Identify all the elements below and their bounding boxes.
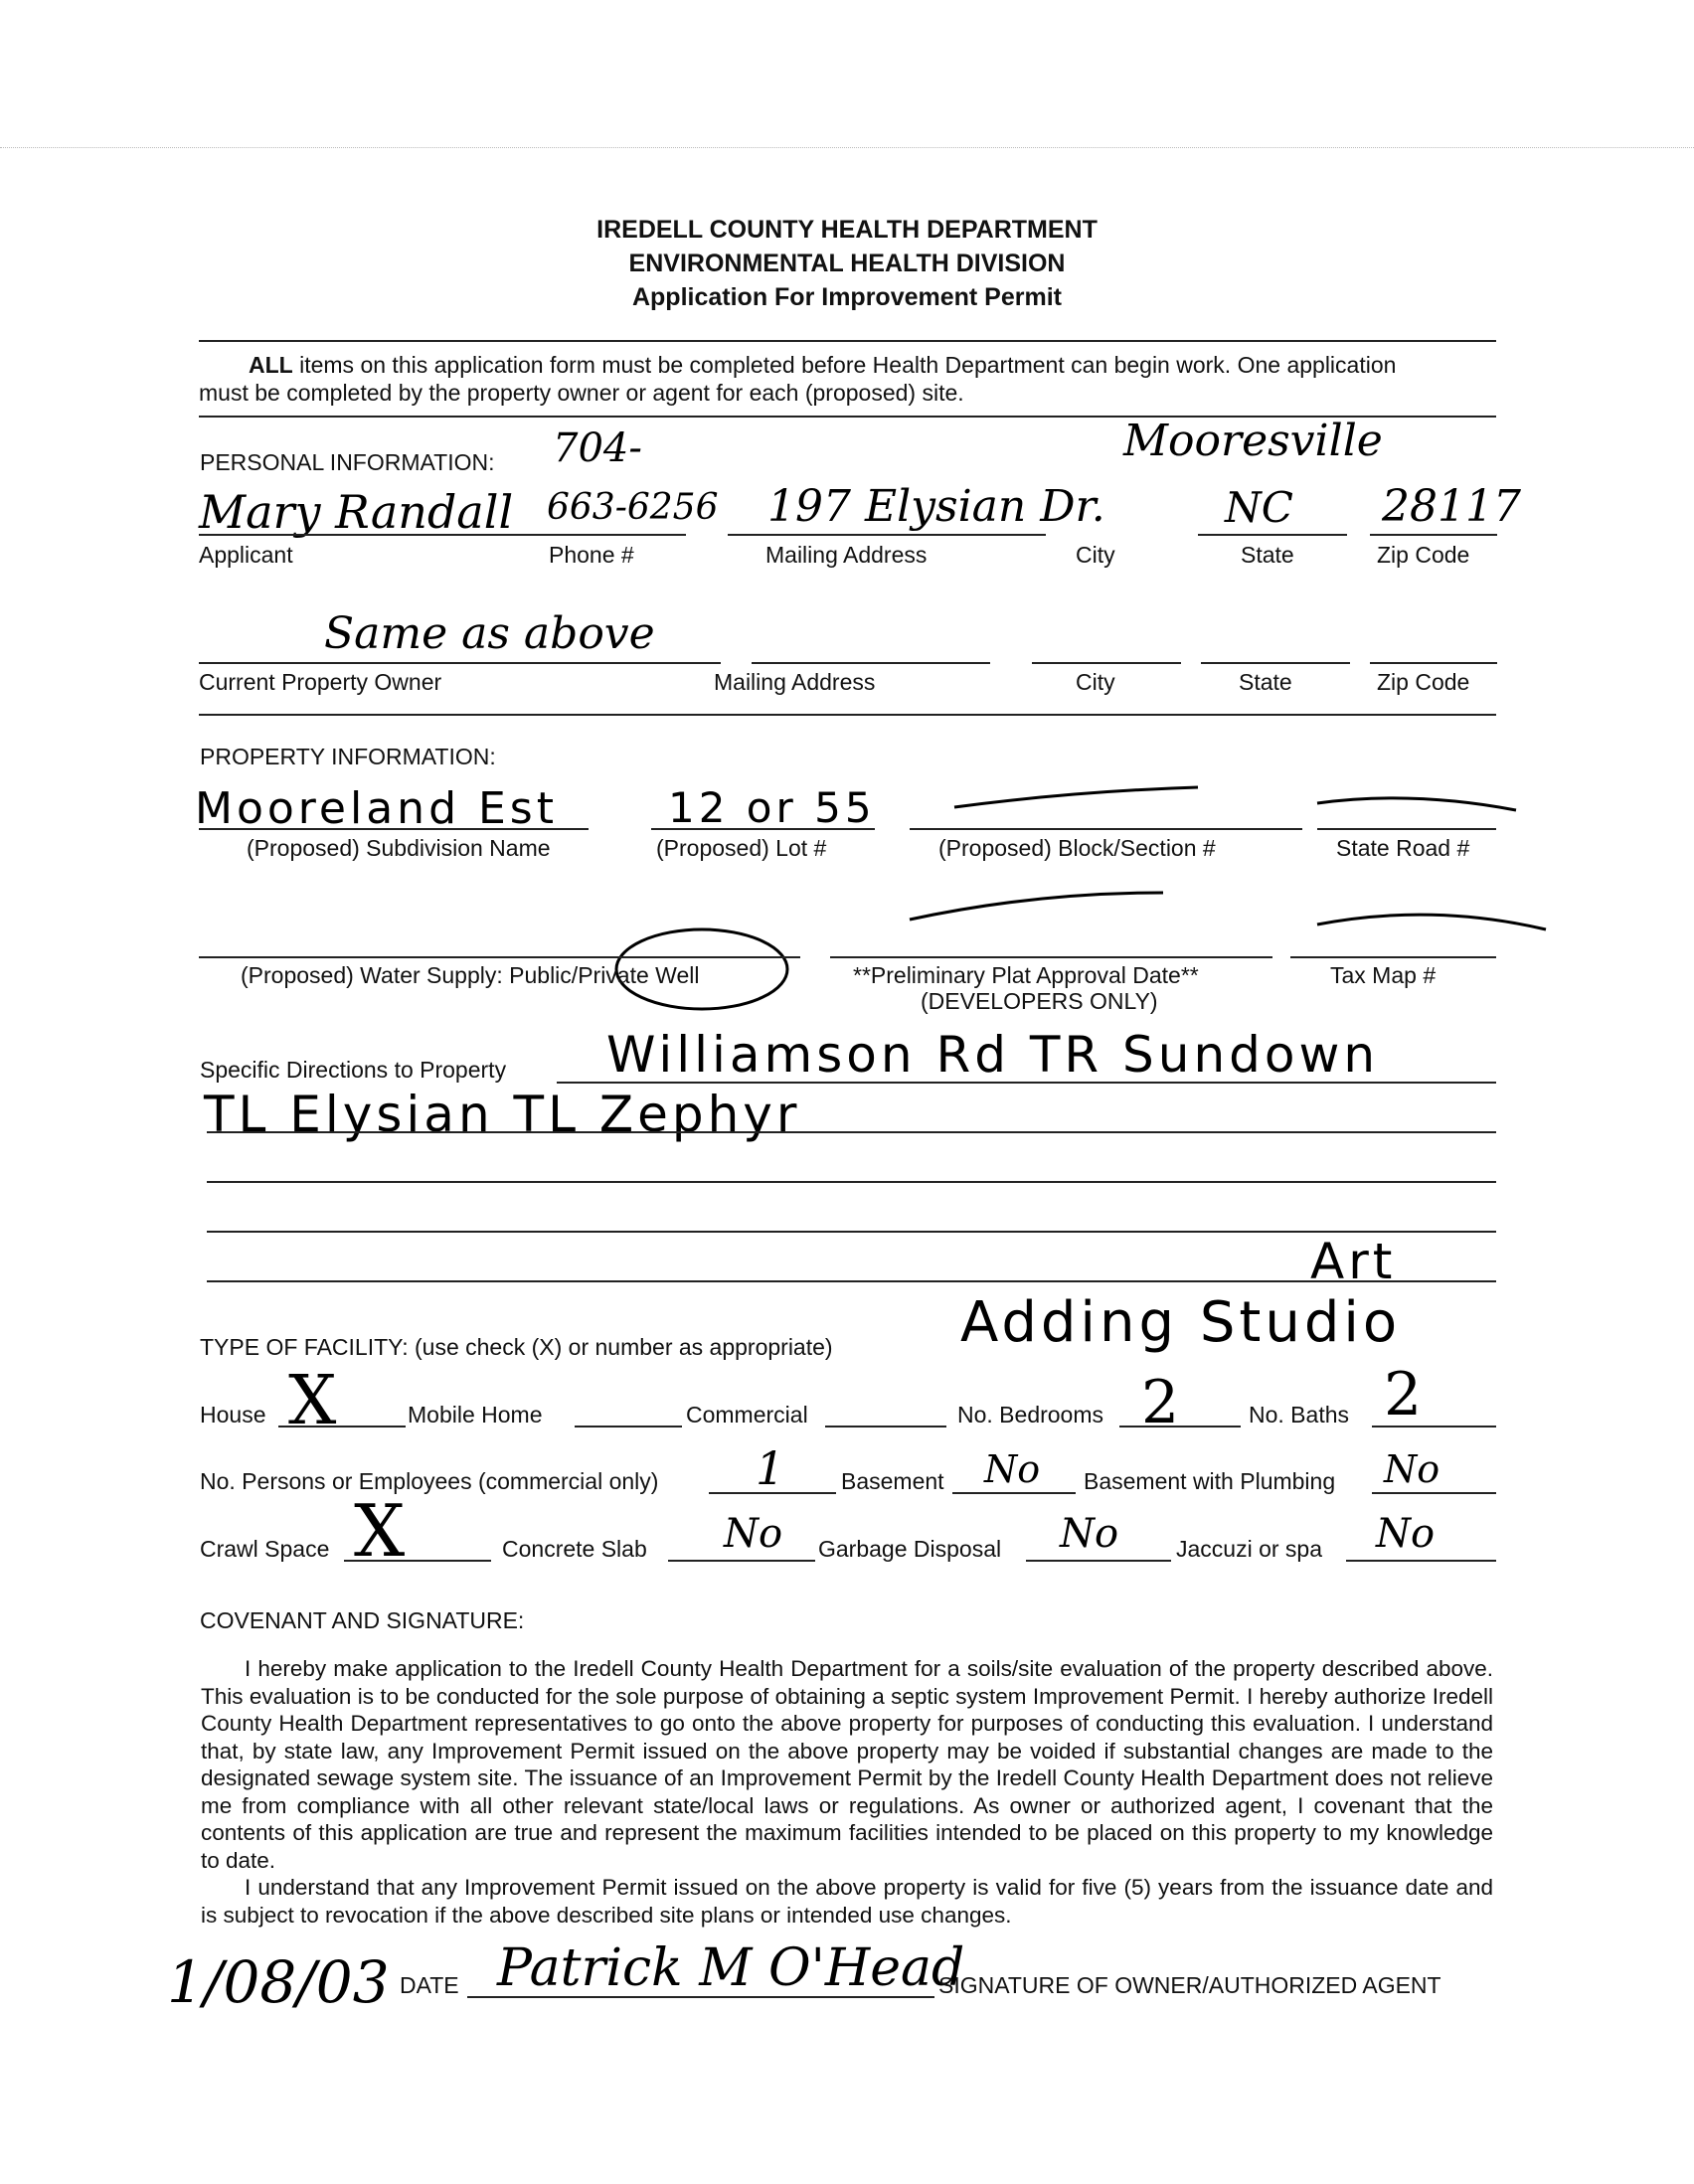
label-owner-zip: Zip Code: [1377, 669, 1470, 695]
plat-line: [830, 956, 1272, 958]
basement-line: [952, 1492, 1076, 1494]
slab-line: [668, 1560, 815, 1562]
directions-line-2: [207, 1131, 1496, 1133]
handwritten-directions-2: TL Elysian TL Zephyr: [204, 1086, 801, 1143]
label-concrete-slab: Concrete Slab: [502, 1536, 647, 1562]
intro-line-1: ALL items on this application form must be completed before Health Department can begin work. One application: [249, 352, 1397, 378]
handwritten-date: 1/08/03: [167, 1948, 390, 2016]
handwritten-owner: Same as above: [324, 608, 655, 659]
handwritten-garbage: No: [1060, 1511, 1119, 1557]
label-signature: SIGNATURE OF OWNER/AUTHORIZED AGENT: [938, 1972, 1441, 1998]
garbage-line: [1026, 1560, 1171, 1562]
label-current-owner: Current Property Owner: [199, 669, 442, 695]
block-dash: [954, 787, 1198, 807]
label-lot: (Proposed) Lot #: [656, 835, 827, 861]
water-private-well-option: Private Well: [578, 962, 700, 988]
label-mobile-home: Mobile Home: [408, 1402, 543, 1428]
commercial-line: [825, 1426, 946, 1428]
label-water-supply: (Proposed) Water Supply: Public/Private Well: [241, 962, 700, 988]
subdivision-line: [199, 828, 589, 830]
label-basement: Basement: [841, 1468, 944, 1494]
handwritten-subdivision: Mooreland Est: [195, 783, 558, 834]
handwritten-persons: 1: [756, 1441, 785, 1495]
handwritten-phone: 663-6256: [547, 487, 719, 528]
label-garbage-disposal: Garbage Disposal: [818, 1536, 1002, 1562]
covenant-paragraph-1: I hereby make application to the Iredell County Health Department for a soils/site evaluation of the property described above. This evaluation is to be conducted for the sole purpose of obtaining a septic system Improvement Permit. I hereby authorize Iredell County Health Department representatives to go onto the above property for purposes of conducting this evaluation. I understand that, by state law, any Improvement Permit issued on the above property may be voided if substantial changes are made to the designated sewage system site. The issuance of an Improvement Permit by the Iredell County Health Department does not relieve me from compliance with all other relevant state/local laws or regulations. As owner or authorized agent, I covenant that the contents of this application are true and represent the maximum facilities intended to be placed on this property to my knowledge to date.: [201, 1656, 1493, 1873]
handwritten-lot: 12 or 55: [668, 783, 876, 832]
label-bedrooms: No. Bedrooms: [957, 1402, 1104, 1428]
directions-line-5: [207, 1280, 1496, 1282]
label-applicant: Applicant: [199, 542, 293, 568]
road-line: [1317, 828, 1496, 830]
handwritten-bedrooms: 2: [1141, 1368, 1180, 1437]
personal-section-label: PERSONAL INFORMATION:: [200, 449, 495, 475]
handwritten-basement-plumbing: No: [1384, 1447, 1440, 1491]
block-line: [910, 828, 1302, 830]
label-state: State: [1241, 542, 1294, 568]
handwritten-baths: 2: [1384, 1360, 1423, 1429]
water-line: [199, 956, 800, 958]
handwritten-note-studio: Adding Studio: [960, 1290, 1402, 1355]
covenant-paragraph-2: I understand that any Improvement Permit issued on the above property is valid for five (5) years from the issuance date and is subject to revocation if the above described site plans or intended use changes.: [201, 1875, 1493, 1928]
label-developers-only: (DEVELOPERS ONLY): [921, 988, 1158, 1014]
label-owner-city: City: [1076, 669, 1115, 695]
plat-dash: [910, 893, 1163, 920]
label-directions: Specific Directions to Property: [200, 1057, 507, 1083]
handwritten-signature: Patrick M O'Head: [497, 1938, 965, 1998]
handwritten-directions-1: Williamson Rd TR Sundown: [606, 1026, 1380, 1084]
covenant-section-label: COVENANT AND SIGNATURE:: [200, 1607, 525, 1633]
label-city: City: [1076, 542, 1115, 568]
handwritten-crawl-check: X: [354, 1489, 406, 1573]
basement-plumbing-line: [1372, 1492, 1496, 1494]
header-line-1: IREDELL COUNTY HEALTH DEPARTMENT: [596, 216, 1098, 244]
label-facility-type: TYPE OF FACILITY: (use check (X) or number as appropriate): [200, 1334, 833, 1360]
label-basement-plumbing: Basement with Plumbing: [1084, 1468, 1336, 1494]
header-line-3: Application For Improvement Permit: [631, 283, 1062, 311]
handwritten-house-check: X: [288, 1362, 337, 1440]
bedrooms-line: [1119, 1426, 1241, 1428]
label-zip-code: Zip Code: [1377, 542, 1470, 568]
label-state-road: State Road #: [1336, 835, 1470, 861]
label-persons: No. Persons or Employees (commercial only): [200, 1468, 659, 1494]
taxmap-line: [1290, 956, 1496, 958]
handwritten-note-art: Art: [1310, 1233, 1397, 1290]
covenant-text: [201, 1655, 1493, 1929]
directions-line-1: [557, 1082, 1496, 1084]
road-dash: [1317, 798, 1516, 810]
handwritten-address: 197 Elysian Dr.: [767, 481, 1105, 532]
handwritten-area-code: 704-: [553, 425, 642, 471]
header-line-2: ENVIRONMENTAL HEALTH DIVISION: [628, 250, 1066, 277]
label-commercial: Commercial: [686, 1402, 808, 1428]
handwritten-slab: No: [724, 1511, 783, 1557]
label-date: DATE: [400, 1972, 459, 1998]
label-owner-mailing: Mailing Address: [714, 669, 876, 695]
directions-line-4: [207, 1231, 1496, 1233]
label-subdivision: (Proposed) Subdivision Name: [247, 835, 551, 861]
label-jacuzzi: Jaccuzi or spa: [1176, 1536, 1323, 1562]
label-tax-map: Tax Map #: [1330, 962, 1437, 988]
lot-line: [651, 828, 875, 830]
mobile-line: [575, 1426, 682, 1428]
label-plat-approval: **Preliminary Plat Approval Date**: [853, 962, 1199, 988]
handwritten-basement: No: [984, 1447, 1041, 1491]
label-owner-state: State: [1239, 669, 1292, 695]
handwritten-jacuzzi: No: [1376, 1511, 1436, 1557]
label-crawl-space: Crawl Space: [200, 1536, 330, 1562]
label-mailing-address: Mailing Address: [765, 542, 928, 568]
taxmap-dash: [1317, 915, 1546, 929]
label-phone: Phone #: [549, 542, 634, 568]
handwritten-city: Mooresville: [1123, 416, 1383, 466]
label-block-section: (Proposed) Block/Section #: [938, 835, 1216, 861]
intro-line-2: must be completed by the property owner or agent for each (proposed) site.: [199, 380, 964, 406]
handwritten-applicant-name: Mary Randall: [199, 485, 514, 539]
label-house: House: [200, 1402, 266, 1428]
property-section-label: PROPERTY INFORMATION:: [200, 744, 496, 769]
jacuzzi-line: [1346, 1560, 1496, 1562]
label-baths: No. Baths: [1249, 1402, 1349, 1428]
directions-line-3: [207, 1181, 1496, 1183]
handwritten-zip: 28117: [1382, 481, 1521, 532]
handwritten-state: NC: [1225, 483, 1293, 532]
